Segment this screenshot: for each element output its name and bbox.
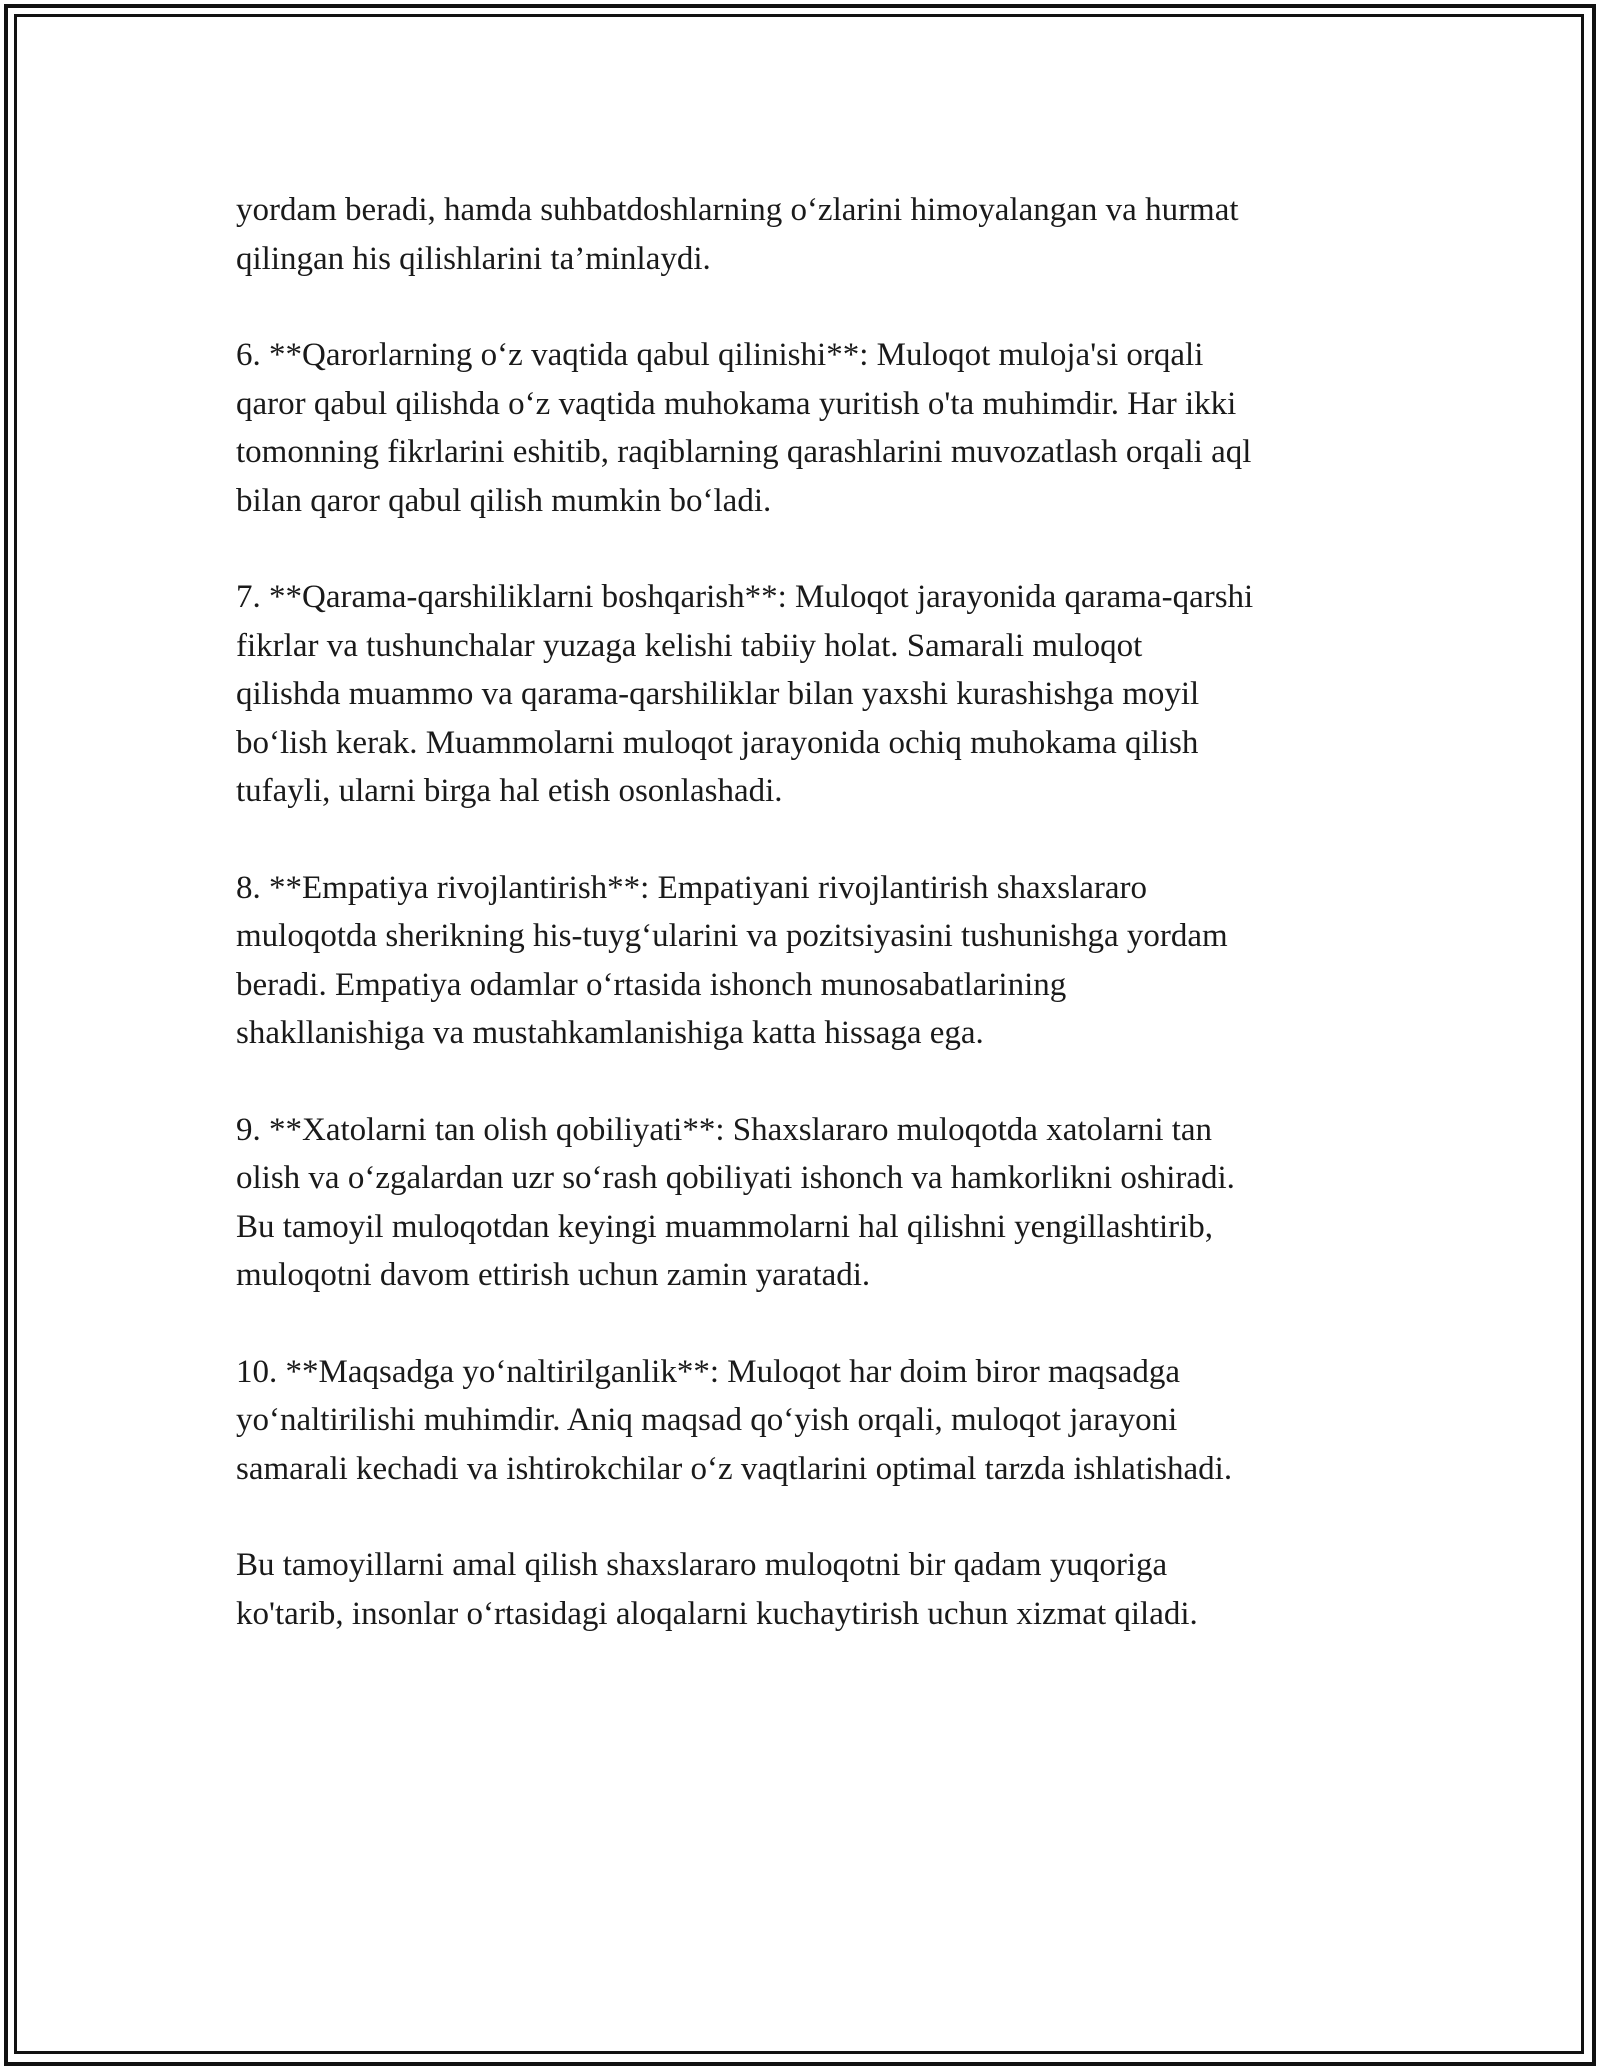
paragraph-item-9: 9. **Xatolarni tan olish qobiliyati**: Shaxslararo muloqotda xatolarni tan olish va o‘zgalardan uzr so‘rash qobiliyati ishonch va hamkorlikni oshiradi. Bu tamoyil muloqotdan keyingi muammolarni hal qilishni yengillashtirib, muloqotni davom ettirish uchun zamin yaratadi. bbox=[236, 1111, 1235, 1293]
document-body bbox=[236, 186, 1376, 1686]
paragraph-item-10: 10. **Maqsadga yo‘naltirilganlik**: Muloqot har doim biror maqsadga yo‘naltirilishi muhimdir. Aniq maqsad qo‘yish orqali, muloqot jarayoni samarali kechadi va ishtirokchilar o‘z vaqtlarini optimal tarzda ishlatishadi. bbox=[236, 1353, 1233, 1487]
paragraph-conclusion: Bu tamoyillarni amal qilish shaxslararo muloqotni bir qadam yuqoriga ko'tarib, insonlar o‘rtasidagi aloqalarni kuchaytirish uchun xizmat qiladi. bbox=[236, 1547, 1198, 1632]
paragraph-item-6: 6. **Qarorlarning o‘z vaqtida qabul qilinishi**: Muloqot muloja'si orqali qaror qabul qilishda o‘z vaqtida muhokama yuritish o'ta muhimdir. Har ikki tomonning fikrlarini eshitib, raqiblarning qarashlarini muvozatlash orqali aql bilan qaror qabul qilish mumkin bo‘ladi. bbox=[236, 337, 1252, 519]
paragraph-item-7: 7. **Qarama-qarshiliklarni boshqarish**: Muloqot jarayonida qarama-qarshi fikrlar va tushunchalar yuzaga kelishi tabiiy holat. Samarali muloqot qilishda muammo va qarama-qarshiliklar bilan yaxshi kurashishga moyil bo‘lish kerak. Muammolarni muloqot jarayonida ochiq muhokama qilish tufayli, ularni birga hal etish osonlashadi. bbox=[236, 579, 1254, 809]
paragraph-continuation: yordam beradi, hamda suhbatdoshlarning o‘zlarini himoyalangan va hurmat qilingan his qilishlarini ta’minlaydi. bbox=[236, 192, 1239, 277]
paragraph-item-8: 8. **Empatiya rivojlantirish**: Empatiyani rivojlantirish shaxslararo muloqotda sherikning his-tuyg‘ularini va pozitsiyasini tushunishga yordam beradi. Empatiya odamlar o‘rtasida ishonch munosabatlarining shakllanishiga va mustahkamlanishiga katta hissaga ega. bbox=[236, 869, 1228, 1051]
